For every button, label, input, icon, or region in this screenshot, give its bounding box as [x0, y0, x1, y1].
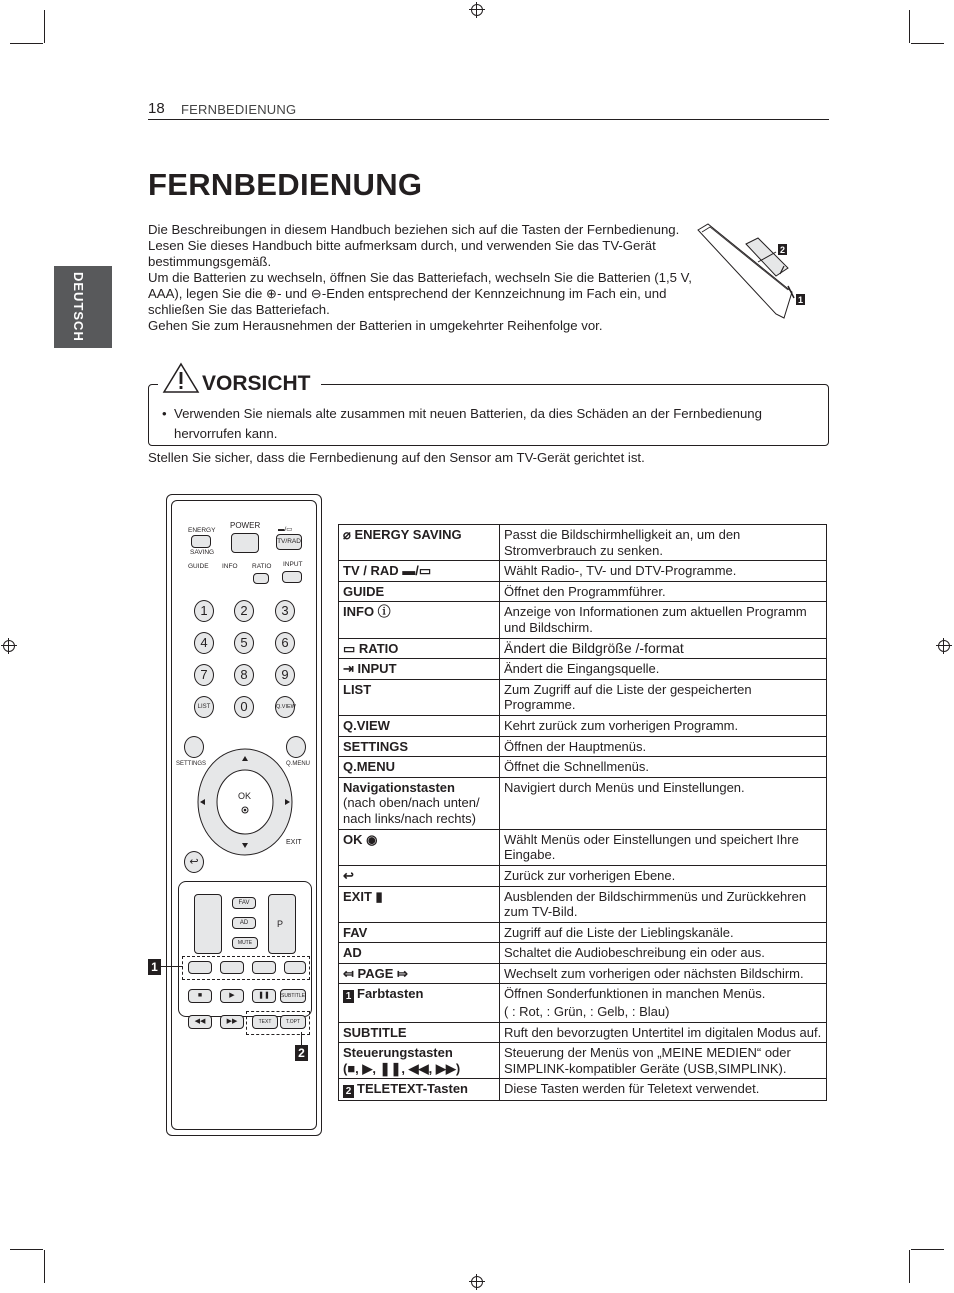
language-tab-label: DEUTSCH — [71, 272, 86, 342]
table-row — [339, 561, 827, 582]
key-cell — [339, 886, 500, 922]
table-row — [339, 715, 827, 736]
callout-1-badge: 1 — [148, 959, 161, 975]
stop-button: ■ — [188, 989, 212, 1003]
digit-1-button: 1 — [194, 600, 214, 622]
crop-mark — [44, 10, 45, 43]
description-cell: Ändert die Eingangsquelle. — [500, 659, 827, 680]
ratio-label: RATIO — [252, 563, 272, 570]
color-key-legend: ( : Rot, : Grün, : Gelb, : Blau) — [504, 1004, 670, 1020]
key-cell — [339, 963, 500, 984]
key-cell — [339, 659, 500, 680]
description-cell: Wählt Radio-, TV- und DTV-Programme. — [500, 561, 827, 582]
table-row — [339, 984, 827, 1022]
key-cell — [339, 984, 500, 1022]
description-cell: Diese Tasten werden für Teletext verwendet. — [500, 1079, 827, 1101]
table-row — [339, 638, 827, 659]
key-cell — [339, 638, 500, 659]
power-button — [231, 533, 259, 553]
list-button: LIST — [194, 696, 214, 718]
crop-mark — [10, 43, 43, 44]
table-row — [339, 829, 827, 865]
digit-9-button: 9 — [275, 664, 295, 686]
energy-label: ENERGY — [188, 527, 216, 534]
callout-2-line — [301, 1032, 302, 1045]
registration-mark-icon — [1, 638, 17, 654]
crop-mark — [911, 1249, 944, 1250]
tv-rad-icon: ▬/▭ — [398, 563, 432, 579]
table-row — [339, 922, 827, 943]
tv-rad-button: TV/RAD — [276, 534, 302, 550]
key-cell — [339, 602, 500, 638]
sensor-note: Stellen Sie sicher, dass die Fernbedienung auf den Sensor am TV-Gerät gerichtet ist. — [148, 450, 645, 465]
description-cell: Anzeige von Informationen zum aktuellen Programm und Bildschirm. — [500, 602, 827, 638]
description-cell: Zugriff auf die Liste der Lieblingskanäle. — [500, 922, 827, 943]
table-row — [339, 679, 827, 715]
key-cell — [339, 1043, 500, 1079]
description-cell: Schaltet die Audiobeschreibung ein oder aus. — [500, 943, 827, 964]
key-label: RATIO — [358, 640, 399, 656]
callout-2-label: 2 — [779, 245, 786, 255]
intro-paragraph: Die Beschreibungen in diesem Handbuch beziehen sich auf die Tasten der Fernbedienung. — [148, 222, 680, 237]
fast-forward-button: ▶▶ — [220, 1015, 244, 1029]
tv-rad-icon: ▬/▭ — [278, 526, 293, 533]
description-text: Öffnen Sonderfunktionen in manchen Menüs. — [504, 986, 766, 1002]
input-button — [282, 571, 302, 583]
registration-mark-icon — [469, 2, 485, 18]
p-label: P — [277, 919, 284, 929]
description-cell: Navigiert durch Menüs und Einstellungen. — [500, 777, 827, 829]
description-cell: Öffnet die Schnellmenüs. — [500, 757, 827, 778]
key-label: INFO — [343, 604, 375, 620]
table-row — [339, 777, 827, 829]
settings-label: SETTINGS — [176, 761, 207, 767]
page-number: 18 — [148, 100, 165, 117]
description-cell — [500, 984, 827, 1022]
intro-paragraph: Um die Batterien zu wechseln, öffnen Sie das Batteriefach, wechseln Sie die Batterien (1,5 V, AAA), legen Sie die ⊕- und ⊖-Enden entsprechend der Kennzeichnung im Fach ein, und schließen Sie das Batteriefach. — [148, 270, 692, 317]
key-label: PAGE — [357, 965, 394, 981]
table-row — [339, 581, 827, 602]
header-rule — [148, 119, 829, 120]
intro-text — [148, 222, 696, 334]
input-label: INPUT — [283, 561, 303, 568]
digit-0-button: 0 — [234, 696, 254, 718]
rewind-button: ◀◀ — [188, 1015, 212, 1029]
intro-paragraph: Gehen Sie zum Herausnehmen der Batterien in umgekehrter Reihenfolge vor. — [148, 318, 603, 333]
text-button: TEXT — [252, 1015, 278, 1029]
table-row — [339, 865, 827, 886]
description-cell: Zurück zur vorherigen Ebene. — [500, 865, 827, 886]
description-cell: Öffnet den Programmführer. — [500, 581, 827, 602]
ratio-button — [253, 573, 269, 584]
table-row — [339, 943, 827, 964]
guide-label: GUIDE — [188, 563, 209, 570]
ok-icon: ◉ — [362, 831, 378, 847]
digit-6-button: 6 — [275, 632, 295, 654]
blue-key — [284, 961, 306, 974]
warning-triangle-icon — [162, 362, 200, 394]
caution-item — [162, 404, 782, 444]
qview-button: Q.VIEW — [275, 696, 295, 718]
key-cell: GUIDE — [339, 581, 500, 602]
registration-mark-icon — [936, 638, 952, 654]
crop-mark — [10, 1249, 43, 1250]
table-row — [339, 757, 827, 778]
table-row — [339, 1043, 827, 1079]
key-sublabel: (nach oben/nach unten/ nach links/nach rechts) — [343, 795, 480, 826]
digit-7-button: 7 — [194, 664, 214, 686]
energy-saving-icon: ⌀ — [343, 527, 355, 542]
callout-2-badge: 2 — [295, 1045, 308, 1061]
caution-heading — [158, 362, 321, 406]
key-cell: SETTINGS — [339, 736, 500, 757]
page-right-icon: ⤇ — [393, 965, 408, 981]
key-cell — [339, 829, 500, 865]
key-cell: Q.MENU — [339, 757, 500, 778]
table-row — [339, 886, 827, 922]
volume-rocker — [194, 894, 222, 954]
description-cell: Wechselt zum vorherigen oder nächsten Bildschirm. — [500, 963, 827, 984]
registration-mark-icon — [469, 1274, 485, 1290]
key-cell — [339, 865, 500, 886]
back-icon: ↩ — [343, 867, 354, 883]
key-cell — [339, 777, 500, 829]
description-cell: Wählt Menüs oder Einstellungen und speichert Ihre Eingabe. — [500, 829, 827, 865]
key-label: ENERGY SAVING — [354, 527, 462, 542]
saving-label: SAVING — [190, 549, 215, 556]
key-sublabel: (■, ▶, ❚❚, ◀◀, ▶▶) — [343, 1060, 461, 1076]
description-cell: Öffnen der Hauptmenüs. — [500, 736, 827, 757]
key-cell: AD — [339, 943, 500, 964]
ratio-icon: ▭ — [343, 640, 359, 656]
digit-8-button: 8 — [234, 664, 254, 686]
page-left-icon: ⤆ — [343, 965, 358, 981]
key-label: TELETEXT-Tasten — [357, 1081, 468, 1097]
key-label: Steuerungstasten — [343, 1045, 453, 1061]
digit-2-button: 2 — [234, 600, 254, 622]
topt-button: T.OPT — [280, 1015, 306, 1029]
subtitle-button: SUBTITLE — [280, 989, 306, 1003]
digit-4-button: 4 — [194, 632, 214, 654]
green-key — [220, 961, 244, 974]
crop-mark — [44, 1250, 45, 1283]
play-button: ▶ — [220, 989, 244, 1003]
callout-2-badge: 2 — [343, 1085, 354, 1098]
description-cell: Ausblenden der Bildschirmmenüs und Zurückkehren zum TV-Bild. — [500, 886, 827, 922]
table-row — [339, 1079, 827, 1101]
description-cell: Passt die Bildschirmhelligkeit an, um den Stromverbrauch zu senken. — [500, 525, 827, 561]
energy-saving-button — [191, 535, 211, 548]
yellow-key — [252, 961, 276, 974]
table-row — [339, 659, 827, 680]
description-cell: Kehrt zurück zum vorherigen Programm. — [500, 715, 827, 736]
remote-key-table — [338, 524, 827, 1101]
pause-button: ❚❚ — [252, 989, 276, 1003]
power-label: POWER — [230, 521, 261, 530]
key-cell: Q.VIEW — [339, 715, 500, 736]
digit-3-button: 3 — [275, 600, 295, 622]
description-cell: Ruft den bevorzugten Untertitel im digitalen Modus auf. — [500, 1022, 827, 1043]
key-cell: SUBTITLE — [339, 1022, 500, 1043]
qmenu-label: Q.MENU — [286, 761, 310, 767]
caution-title: VORSICHT — [202, 372, 311, 395]
table-row — [339, 736, 827, 757]
key-label: OK — [343, 831, 363, 847]
key-label: Navigationstasten — [343, 779, 455, 795]
key-label: EXIT — [343, 888, 372, 904]
info-icon: ⓘ — [374, 604, 391, 620]
crop-mark — [909, 1250, 910, 1283]
page-title: FERNBEDIENUNG — [148, 167, 423, 202]
description-cell: Zum Zugriff auf die Liste der gespeicherten Programme. — [500, 679, 827, 715]
crop-mark — [911, 43, 944, 44]
exit-icon: ▮ — [371, 888, 383, 904]
ok-label: OK — [238, 791, 252, 801]
bullet: • — [162, 406, 167, 421]
battery-compartment-illustration — [696, 222, 812, 322]
key-cell — [339, 561, 500, 582]
red-key — [188, 961, 212, 974]
callout-1-badge: 1 — [343, 990, 354, 1003]
table-row — [339, 1022, 827, 1043]
key-cell — [339, 525, 500, 561]
mute-button: MUTE — [232, 937, 258, 949]
key-cell — [339, 1079, 500, 1101]
input-icon: ⇥ — [343, 661, 358, 677]
running-header: FERNBEDIENUNG — [181, 102, 297, 117]
key-cell: FAV — [339, 922, 500, 943]
intro-paragraph: Lesen Sie dieses Handbuch bitte aufmerksam durch, und verwenden Sie das TV-Gerät bestimmungsgemäß. — [148, 238, 656, 269]
key-label: TV / RAD — [343, 563, 399, 579]
fav-button: FAV — [232, 897, 256, 909]
description-cell: Steuerung der Menüs von „MEINE MEDIEN“ oder SIMPLINK-kompatibler Geräte (USB,SIMPLINK). — [500, 1043, 827, 1079]
table-row — [339, 525, 827, 561]
key-label: INPUT — [357, 661, 397, 677]
digit-5-button: 5 — [234, 632, 254, 654]
caution-text: Verwenden Sie niemals alte zusammen mit neuen Batterien, da dies Schäden an der Fernbedienung hervorrufen kann. — [174, 406, 762, 441]
exit-label: EXIT — [286, 839, 302, 846]
description-cell: Ändert die Bildgröße /-format — [500, 638, 827, 659]
table-row — [339, 963, 827, 984]
table-row — [339, 602, 827, 638]
callout-1-label: 1 — [797, 295, 804, 305]
navigation-pad — [196, 747, 294, 857]
remote-control-body — [171, 500, 317, 1130]
back-button: ↩ — [184, 851, 204, 873]
callout-1-line — [161, 966, 183, 967]
crop-mark — [909, 10, 910, 43]
language-tab — [54, 266, 112, 348]
ad-button: AD — [232, 917, 256, 929]
key-cell: LIST — [339, 679, 500, 715]
info-label: INFO — [222, 563, 238, 570]
key-label: Farbtasten — [357, 986, 424, 1002]
